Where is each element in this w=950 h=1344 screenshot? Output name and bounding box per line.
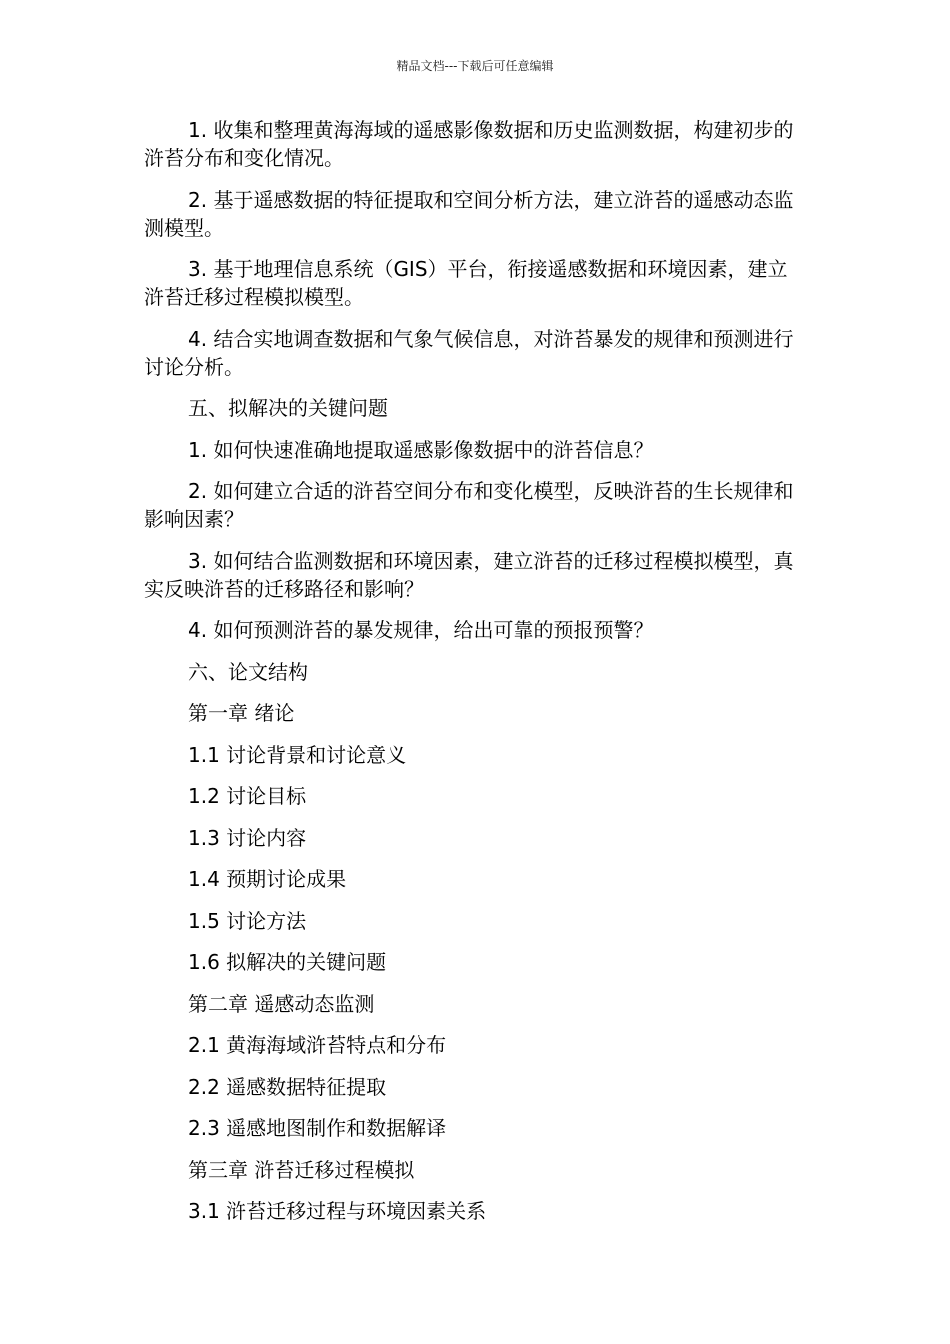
toc-item: 3.1 浒苔迁移过程与环境因素关系 <box>188 1199 487 1223</box>
document-body <box>144 116 800 1239</box>
toc-item: 2.3 遥感地图制作和数据解译 <box>188 1116 447 1140</box>
chapter-heading-3: 第三章 浒苔迁移过程模拟 <box>188 1157 415 1182</box>
paragraph-key-problem-1: 1. 如何快速准确地提取遥感影像数据中的浒苔信息？ <box>188 437 654 462</box>
section-heading-key-problems: 五、拟解决的关键问题 <box>188 396 388 420</box>
toc-item: 1.1 讨论背景和讨论意义 <box>188 742 407 767</box>
toc-item: 1.3 讨论内容 <box>188 825 307 850</box>
chapter-heading-1: 第一章 绪论 <box>188 701 295 725</box>
section-heading-thesis-structure: 六、论文结构 <box>188 659 308 684</box>
toc-item: 2.1 黄海海域浒苔特点和分布 <box>188 1033 447 1057</box>
paragraph-research-step-4: 4. 结合实地调查数据和气象气候信息，对浒苔暴发的规律和预测进行讨论分析。 <box>144 326 794 379</box>
paragraph-research-step-1: 1. 收集和整理黄海海域的遥感影像数据和历史监测数据，构建初步的浒苔分布和变化情况。 <box>144 118 794 170</box>
paragraph-key-problem-2: 2. 如何建立合适的浒苔空间分布和变化模型，反映浒苔的生长规律和影响因素？ <box>144 479 794 531</box>
toc-item: 1.6 拟解决的关键问题 <box>188 950 387 974</box>
page-header: 精品文档---下载后可任意编辑 <box>396 59 554 73</box>
paragraph-research-step-3: 3. 基于地理信息系统（GIS）平台，衔接遥感数据和环境因素，建立浒苔迁移过程模拟模型。 <box>144 257 788 309</box>
paragraph-key-problem-3: 3. 如何结合监测数据和环境因素，建立浒苔的迁移过程模拟模型，真实反映浒苔的迁移路径和影响？ <box>144 548 794 601</box>
chapter-heading-2: 第二章 遥感动态监测 <box>188 991 375 1016</box>
toc-item: 2.2 遥感数据特征提取 <box>188 1074 387 1099</box>
paragraph-key-problem-4: 4. 如何预测浒苔的暴发规律，给出可靠的预报预警？ <box>188 618 654 642</box>
toc-item: 1.5 讨论方法 <box>188 908 307 933</box>
toc-item: 1.2 讨论目标 <box>188 784 307 808</box>
paragraph-research-step-2: 2. 基于遥感数据的特征提取和空间分析方法，建立浒苔的遥感动态监测模型。 <box>144 187 794 240</box>
toc-item: 1.4 预期讨论成果 <box>188 867 347 891</box>
